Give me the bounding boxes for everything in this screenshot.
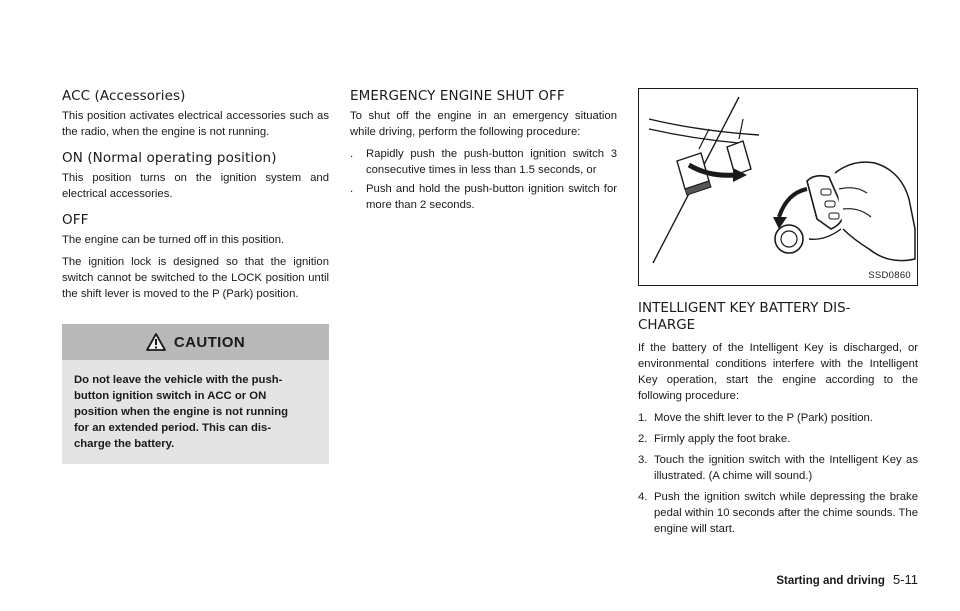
caution-line: charge the battery. (74, 438, 175, 450)
step-number: 3. (638, 454, 648, 466)
page-footer (760, 571, 918, 589)
paragraph-emergency-intro: To shut off the engine in an emergency situation while driving, perform the following procedure: (350, 110, 617, 138)
bullet-list (350, 146, 617, 213)
step-text: Move the shift lever to the P (Park) position. (654, 412, 873, 424)
step-text: Push the ignition switch while depressing the brake pedal within 10 seconds after the chime sounds. The engine will start. (654, 491, 918, 535)
illustration-figure (638, 88, 918, 286)
caution-header (62, 324, 329, 360)
heading-emergency-shutoff: EMERGENCY ENGINE SHUT OFF (350, 88, 565, 104)
list-item-text: Push and hold the push-button ignition switch for more than 2 seconds. (366, 183, 617, 211)
step-text: Touch the ignition switch with the Intelligent Key as illustrated. (A chime will sound.) (654, 454, 918, 482)
footer-section-title: Starting and driving (776, 575, 885, 587)
list-item (638, 452, 918, 484)
caution-text (62, 360, 329, 464)
list-item (350, 181, 617, 213)
step-text: Firmly apply the foot brake. (654, 433, 791, 445)
step-number: 1. (638, 412, 648, 424)
heading-off: OFF (62, 212, 89, 228)
caution-line: Do not leave the vehicle with the push- (74, 374, 283, 386)
figure-code: SSD0860 (868, 270, 911, 281)
caution-line: button ignition switch in ACC or ON (74, 390, 267, 402)
paragraph-battery-intro: If the battery of the Intelligent Key is discharged, or environmental conditions interfere with the Intelligent Key operation, start the engine according to the following procedure: (638, 342, 918, 402)
heading-intelligent-key-battery (638, 300, 918, 334)
heading-on: ON (Normal operating position) (62, 150, 277, 166)
warning-triangle-icon (146, 333, 166, 351)
paragraph-acc: This position activates electrical accessories such as the radio, when the engine is not running. (62, 110, 329, 138)
column-left (62, 88, 329, 464)
bullet-mark: . (350, 183, 354, 195)
caution-box (62, 324, 329, 464)
caution-line: position when the engine is not running (74, 406, 289, 418)
list-item (350, 146, 617, 178)
caution-title: CAUTION (173, 333, 246, 351)
step-number: 4. (638, 491, 648, 503)
key-ignition-illustration (639, 89, 917, 285)
paragraph-off-2: The ignition lock is designed so that the ignition switch cannot be switched to the LOCK position until the shift lever is moved to the P (Park) position. (62, 256, 329, 300)
heading-acc: ACC (Accessories) (62, 88, 186, 104)
list-item (638, 431, 918, 447)
steps-list (638, 410, 918, 537)
list-item (638, 410, 918, 426)
page-number: 5-11 (892, 572, 918, 587)
heading-line: CHARGE (638, 317, 696, 333)
list-item-text: Rapidly push the push-button ignition switch 3 consecutive times in less than 1.5 seconds, or (366, 148, 617, 176)
column-middle (350, 88, 617, 216)
bullet-mark: . (350, 148, 354, 160)
caution-line: for an extended period. This can dis- (74, 422, 272, 434)
heading-line: INTELLIGENT KEY BATTERY DIS- (638, 300, 851, 316)
list-item (638, 489, 918, 537)
paragraph-off-1: The engine can be turned off in this position. (62, 234, 285, 246)
step-number: 2. (638, 433, 648, 445)
paragraph-on: This position turns on the ignition system and electrical accessories. (62, 172, 329, 200)
column-right (638, 88, 918, 542)
